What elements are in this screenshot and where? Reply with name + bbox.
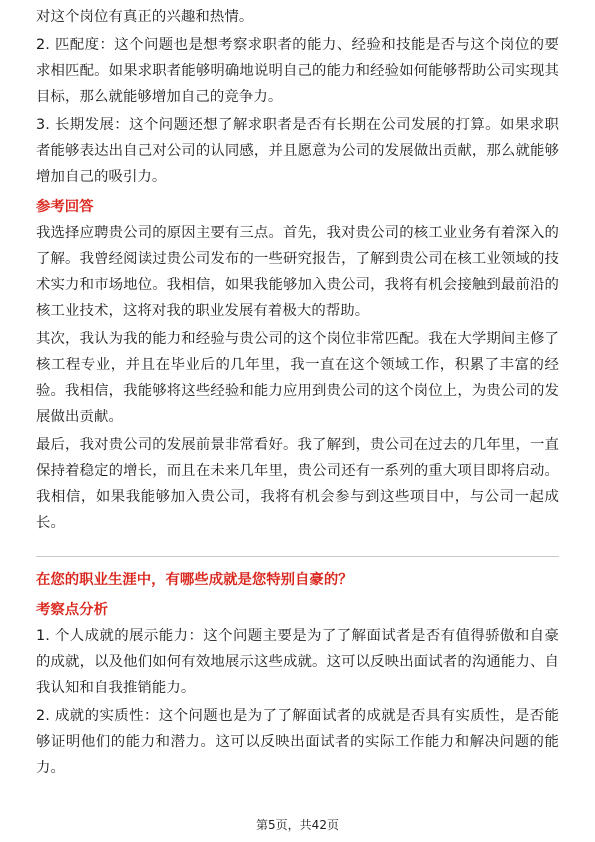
question-title: 在您的职业生涯中，有哪些成就是您特别自豪的？ [36, 572, 353, 588]
answer-heading: 参考回答 [36, 199, 94, 215]
document-page [36, 4, 559, 781]
answer-paragraph-3: 最后，我对贵公司的发展前景非常看好。我了解到，贵公司在过去的几年里，一直保持着稳定的增长，而且在未来几年里，贵公司还有一系列的重大项目即将启动。我相信，如果我能够加入贵公司，我将有机会参与到这些项目中，与公司一起成长。 [36, 437, 559, 531]
section-divider [36, 556, 559, 557]
answer-paragraph-2: 其次，我认为我的能力和经验与贵公司的这个岗位非常匹配。我在大学期间主修了核工程专业，并且在毕业后的几年里，我一直在这个领域工作，积累了丰富的经验。我相信，我能够将这些经验和能力应用到贵公司的这个岗位上，为贵公司的发展做出贡献。 [36, 331, 559, 425]
answer-paragraph-1: 我选择应聘贵公司的原因主要有三点。首先，我对贵公司的核工业业务有着深入的了解。我曾经阅读过贵公司发布的一些研究报告，了解到贵公司在核工业领域的技术实力和市场地位。我相信，如果我能够加入贵公司，我将有机会接触到最前沿的核工业技术，这将对我的职业发展有着极大的帮助。 [36, 225, 559, 319]
lead-line: 对这个岗位有真正的兴趣和热情。 [36, 9, 254, 25]
analysis-point-2: 2. 成就的实质性：这个问题也是为了了解面试者的成就是否具有实质性，是否能够证明他们的能力和潜力。这可以反映出面试者的实际工作能力和解决问题的能力。 [36, 708, 559, 776]
page-number: 第5页，共42页 [256, 818, 339, 832]
analysis-point-1: 1. 个人成就的展示能力：这个问题主要是为了了解面试者是否有值得骄傲和自豪的成就，以及他们如何有效地展示这些成就。这可以反映出面试者的沟通能力、自我认知和自我推销能力。 [36, 628, 559, 696]
point-long-term: 3. 长期发展：这个问题还想了解求职者是否有长期在公司发展的打算。如果求职者能够表达出自己对公司的认同感，并且愿意为公司的发展做出贡献，那么就能够增加自己的吸引力。 [36, 117, 559, 185]
point-matching: 2. 匹配度：这个问题也是想考察求职者的能力、经验和技能是否与这个岗位的要求相匹配。如果求职者能够明确地说明自己的能力和经验如何能够帮助公司实现其目标，那么就能够增加自己的竞争力。 [36, 37, 559, 105]
analysis-heading: 考察点分析 [36, 602, 108, 618]
